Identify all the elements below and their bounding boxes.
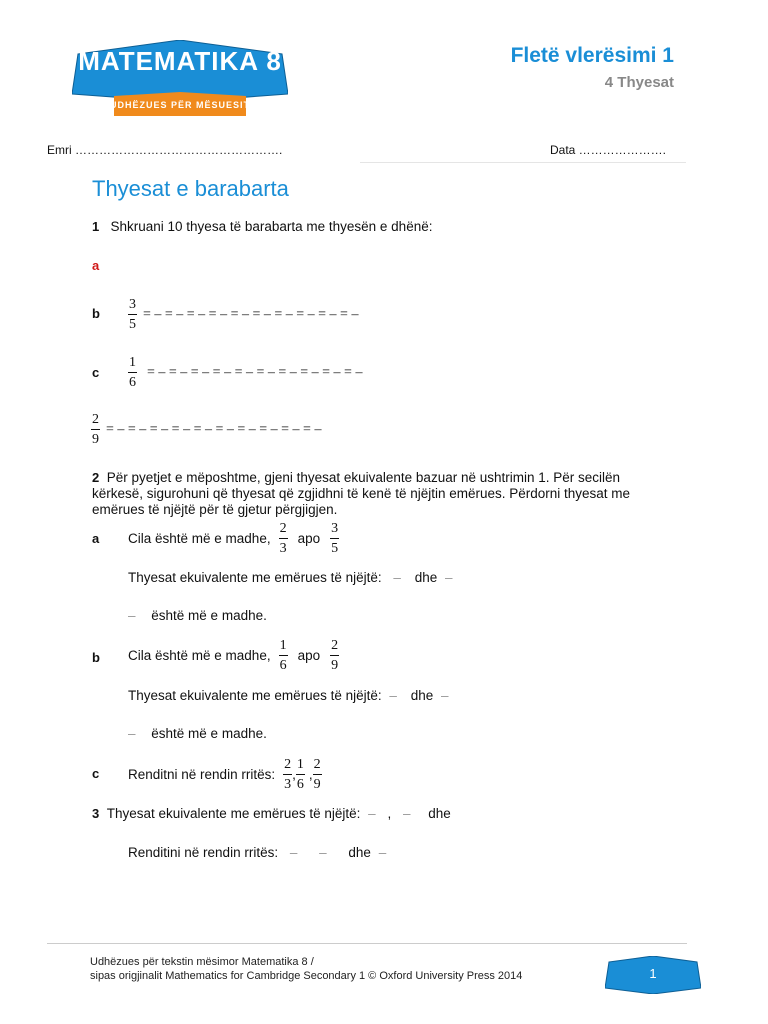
question-text: Cila është më e madhe, (128, 530, 271, 546)
or-text: apo (297, 647, 321, 663)
question-1 (92, 219, 432, 235)
sheet-subtitle: 4 Thyesat (604, 74, 674, 91)
comma: , (308, 766, 313, 782)
answer-blank[interactable]: – (389, 688, 397, 703)
logo (72, 40, 288, 120)
header-divider (360, 162, 686, 163)
fraction: $\frac{3}{5}$ (129, 297, 136, 332)
and-text: dhe (428, 806, 451, 821)
item-c-question (128, 757, 322, 792)
footer-text (90, 955, 522, 983)
page-number: 1 (649, 966, 657, 981)
question-3 (92, 806, 451, 822)
fraction: $\frac{2}{3}$ (279, 521, 287, 556)
logo-subtitle: UDHËZUES PËR MËSUESIT (109, 100, 251, 110)
item-a-label: a (92, 531, 100, 546)
footer-divider (47, 943, 687, 944)
and-text: dhe (410, 688, 434, 703)
bigger-line (128, 726, 267, 742)
answer-blank[interactable]: – (393, 570, 401, 585)
question-text: Cila është më e madhe, (128, 647, 271, 663)
answer-blank[interactable]: – (368, 806, 376, 821)
question-text: Renditni në rendin rritës: (128, 766, 276, 782)
fraction: $\frac{3}{5}$ (331, 521, 339, 556)
question-number: 1 (92, 219, 100, 234)
sheet-title: Fletë vlerësimi 1 (510, 44, 674, 67)
logo-title: MATEMATIKA 8 (78, 46, 282, 76)
equivalent-text: Thyesat ekuivalente me emërues të njëjtë: (128, 688, 382, 703)
question-text: Thyesat ekuivalente me emërues të njëjtë: (106, 806, 361, 821)
answer-blank[interactable]: – (444, 570, 453, 585)
comma: , (387, 806, 392, 821)
item-b-row (128, 297, 358, 332)
bigger-text: është më e madhe. (151, 608, 267, 623)
equivalent-line (128, 688, 449, 704)
footer-line-1: Udhëzues për tekstin mësimor Matematika 8 / (90, 956, 314, 968)
answer-blanks[interactable]: = – = – = – = – = – = – = – = – = – = – (147, 364, 363, 380)
fraction: $\frac{2}{3}$ (284, 757, 292, 792)
comma: , (292, 766, 296, 782)
name-field: Emri ……………………………………………. (47, 143, 283, 157)
fraction: $\frac{2}{9}$ (331, 638, 339, 673)
item-b-question (128, 638, 339, 673)
bigger-line (128, 608, 267, 624)
fraction: $\frac{1}{6}$ (129, 355, 136, 390)
and-text: dhe (348, 845, 371, 860)
order-line (128, 845, 386, 861)
answer-blank[interactable]: – (402, 806, 411, 821)
question-number: 2 (92, 470, 100, 485)
answer-blank[interactable]: – (128, 726, 136, 741)
item-a-question (128, 521, 339, 556)
answer-blank[interactable]: – (128, 608, 136, 623)
fraction: $\frac{2}{9}$ (92, 412, 99, 447)
page-number-badge (605, 956, 701, 994)
order-text: Renditini në rendin rritës: (128, 845, 279, 860)
answer-blank[interactable]: – (440, 688, 449, 703)
and-text: dhe (414, 570, 438, 585)
item-b-label: b (92, 650, 100, 665)
footer-line-2: sipas origjinalit Mathematics for Cambridge Secondary 1 © Oxford University Press 2014 (90, 970, 523, 982)
bigger-text: është më e madhe. (151, 726, 267, 741)
fraction: $\frac{1}{6}$ (279, 638, 287, 673)
section-title: Thyesat e barabarta (92, 176, 289, 201)
fraction: $\frac{2}{9}$ (313, 757, 321, 792)
item-c-label: c (92, 365, 100, 380)
item-b-label: b (92, 306, 100, 321)
answer-blanks[interactable]: = – = – = – = – = – = – = – = – = – = – (106, 421, 322, 437)
item-c-row (128, 355, 362, 390)
item-c-label: c (92, 766, 100, 781)
equivalent-line (128, 570, 453, 586)
item-d-row (91, 412, 321, 447)
answer-blank[interactable]: – (289, 845, 298, 860)
item-a-label: a (92, 258, 100, 273)
question-2 (92, 470, 652, 518)
or-text: apo (297, 530, 321, 546)
fraction: $\frac{1}{6}$ (296, 757, 304, 792)
question-text: Për pyetjet e mëposhtme, gjeni thyesat ekuivalente bazuar në ushtrimin 1. Për secilën kërkesë, sigurohuni që thyesat që zgjidhni të kenë të njëjtin emërues. Përdorni thyesat me emërues të njëjtë për të gjetur përgjigjen. (92, 470, 631, 517)
question-number: 3 (92, 806, 100, 821)
question-text: Shkruani 10 thyesa të barabarta me thyesën e dhënë: (110, 219, 433, 234)
equivalent-text: Thyesat ekuivalente me emërues të njëjtë: (128, 570, 382, 585)
date-field: Data …………………. (550, 143, 667, 157)
answer-blanks[interactable]: = – = – = – = – = – = – = – = – = – = – (143, 306, 359, 322)
answer-blank[interactable]: – (319, 845, 327, 860)
answer-blank[interactable]: – (378, 845, 387, 860)
